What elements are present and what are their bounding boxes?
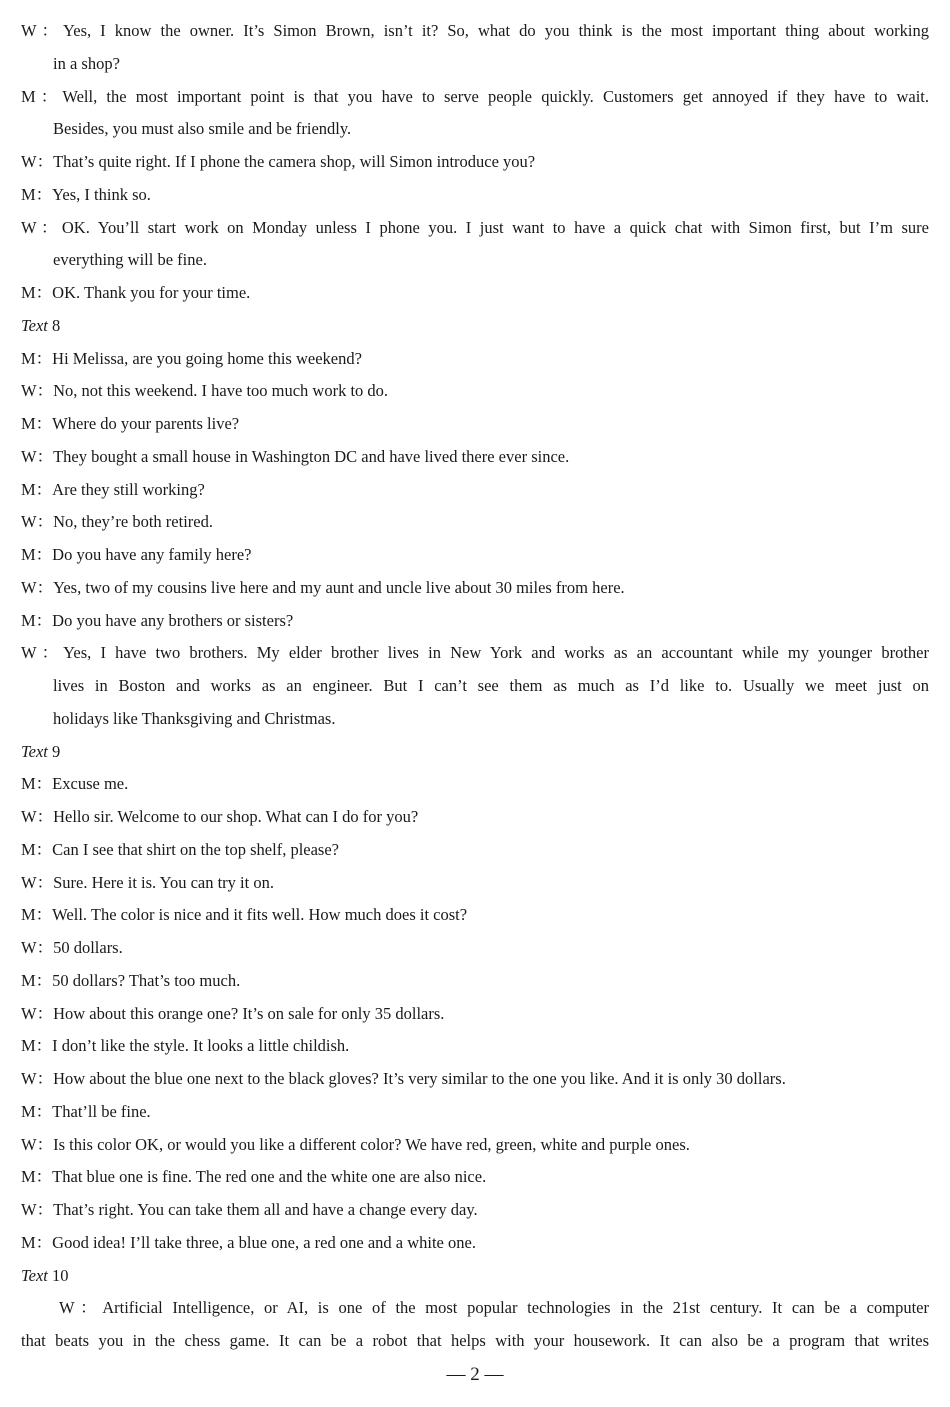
page-number: — 2 —: [446, 1364, 504, 1385]
section-heading-number: 8: [52, 315, 61, 335]
dialogue-line: M：Well, the most important point is that you have to serve people quickly. Customers get annoyed if they have to wait.: [21, 86, 929, 106]
dialogue-line: M：50 dollars? That’s too much.: [21, 970, 241, 990]
dialogue-continuation: holidays like Thanksgiving and Christmas.: [53, 708, 336, 728]
dialogue-line: W：No, not this weekend. I have too much work to do.: [21, 381, 389, 401]
dialogue-line: W：Yes, I have two brothers. My elder brother lives in New York and works as an accountant while my younger brother: [21, 643, 929, 663]
dialogue-line: M：Yes, I think so.: [21, 184, 151, 204]
dialogue-line: W：How about this orange one? It’s on sale for only 35 dollars.: [21, 1003, 445, 1023]
dialogue-line: M：Do you have any brothers or sisters?: [21, 610, 294, 630]
dialogue-line: W：OK. You’ll start work on Monday unless I phone you. I just want to have a quick chat with Simon first, but I’m sure: [21, 217, 929, 237]
dialogue-line: M：That blue one is fine. The red one and the white one are also nice.: [21, 1167, 487, 1187]
dialogue-continuation: lives in Boston and works as an engineer. But I can’t see them as much as I’d like to. Usually we meet just on: [53, 676, 929, 695]
dialogue-line: W：50 dollars.: [21, 938, 123, 957]
section-heading-number: 9: [52, 741, 61, 761]
monologue-line: W：Artificial Intelligence, or AI, is one of the most popular technologies in the 21st century. It can be a computer: [59, 1298, 929, 1318]
section-heading: [21, 735, 929, 768]
section-heading: [21, 1259, 929, 1292]
dialogue-line: M：Are they still working?: [21, 479, 205, 499]
section-heading: [21, 309, 929, 342]
monologue-line: that beats you in the chess game. It can be a robot that helps with your housework. It can also be a program that writes: [21, 1331, 929, 1350]
section-heading-label: Text: [21, 1265, 53, 1285]
dialogue-line: W：Sure. Here it is. You can try it on.: [21, 872, 274, 892]
dialogue-line: W：Yes, two of my cousins live here and my aunt and uncle live about 30 miles from here.: [21, 577, 625, 597]
dialogue-line: M：Well. The color is nice and it fits well. How much does it cost?: [21, 905, 468, 925]
dialogue-line: M：Hi Melissa, are you going home this weekend?: [21, 348, 362, 368]
dialogue-line: M：I don’t like the style. It looks a little childish.: [21, 1036, 350, 1056]
dialogue-line: M：Excuse me.: [21, 774, 129, 794]
section-heading-label: Text: [21, 315, 53, 335]
dialogue-line: M：Can I see that shirt on the top shelf, please?: [21, 839, 340, 859]
dialogue-continuation: everything will be fine.: [53, 250, 207, 270]
dialogue-line: W：They bought a small house in Washington DC and have lived there ever since.: [21, 446, 570, 466]
section-heading-number: 10: [52, 1265, 69, 1285]
dialogue-line: W：Hello sir. Welcome to our shop. What can I do for you?: [21, 807, 419, 826]
dialogue-line: M：That’ll be fine.: [21, 1101, 151, 1121]
dialogue-continuation: Besides, you must also smile and be friendly.: [53, 119, 352, 139]
dialogue-line: M：Where do your parents live?: [21, 414, 240, 433]
dialogue-line: W：Is this color OK, or would you like a different color? We have red, green, white and purple ones.: [21, 1134, 690, 1154]
dialogue-line: W：Yes, I know the owner. It’s Simon Brown, isn’t it? So, what do you think is the most important thing about working: [21, 21, 929, 40]
dialogue-line: M：Good idea! I’ll take three, a blue one, a red one and a white one.: [21, 1232, 476, 1252]
dialogue-line: W：How about the blue one next to the black gloves? It’s very similar to the one you like. And it is only 30 dollars.: [21, 1069, 786, 1088]
dialogue-line: W：That’s right. You can take them all and have a change every day.: [21, 1200, 478, 1219]
dialogue-line: W：That’s quite right. If I phone the camera shop, will Simon introduce you?: [21, 152, 536, 171]
section-heading-label: Text: [21, 741, 53, 761]
dialogue-line: W：No, they’re both retired.: [21, 512, 213, 532]
dialogue-line: M：Do you have any family here?: [21, 545, 252, 564]
dialogue-continuation: in a shop?: [53, 53, 120, 73]
dialogue-line: M：OK. Thank you for your time.: [21, 283, 251, 302]
